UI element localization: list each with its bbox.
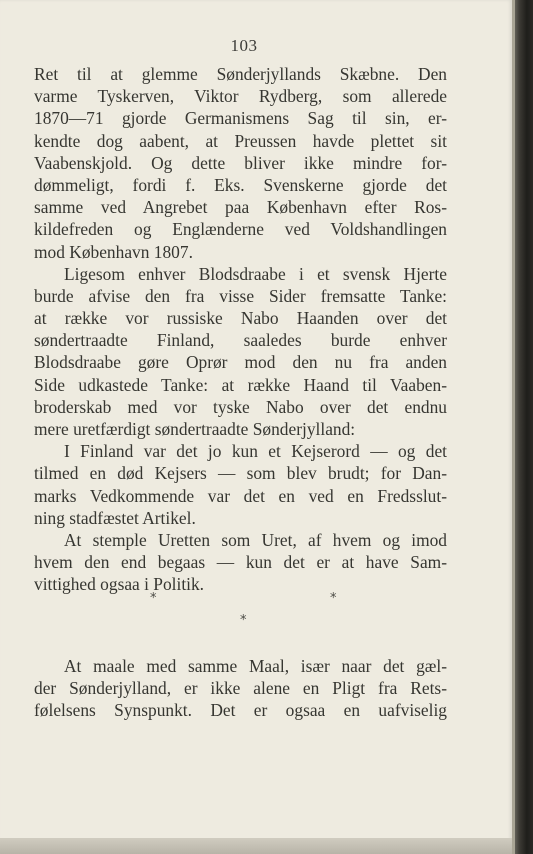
text-line: hvem den end begaas — kun det er at have Sam- bbox=[34, 552, 447, 573]
text-line: burde afvise den fra visse Sider fremsatte Tanke: bbox=[34, 285, 447, 306]
text-line: søndertraadte Finland, saaledes burde enhver bbox=[34, 330, 447, 351]
text-line: vittighed ogsaa i Politik. bbox=[34, 574, 205, 595]
text-line: følelsens Synspunkt. Det er ogsaa en uafviselig bbox=[34, 700, 447, 721]
text-line: I Finland var det jo kun et Kejserord — og det bbox=[64, 441, 447, 462]
section-two-text bbox=[34, 655, 447, 722]
text-line: der Sønderjylland, er ikke alene en Pligt fra Rets- bbox=[34, 678, 447, 699]
text-line: kendte dog aabent, at Preussen havde plettet sit bbox=[34, 130, 447, 151]
text-line: Ret til at glemme Sønderjyllands Skæbne. Den bbox=[34, 64, 447, 84]
text-line: Side udkastede Tanke: at række Haand til Vaaben- bbox=[34, 374, 447, 395]
text-line: dømmeligt, fordi f. Eks. Svenskerne gjorde det bbox=[34, 174, 447, 195]
text-line: at række vor russiske Nabo Haanden over det bbox=[34, 308, 447, 329]
section-separator bbox=[0, 585, 488, 635]
text-line: samme ved Angrebet paa København efter Ros- bbox=[34, 197, 447, 218]
text-line: mod København 1807. bbox=[34, 241, 193, 262]
text-line: Ligesom enhver Blodsdraabe i et svensk Hjerte bbox=[64, 263, 447, 284]
page-fore-edge bbox=[512, 0, 515, 854]
body-text bbox=[34, 63, 447, 596]
text-line: At stemple Uretten som Uret, af hvem og imod bbox=[64, 529, 447, 550]
text-line: kildefreden og Englænderne ved Voldshandlingen bbox=[34, 219, 447, 240]
book-spine bbox=[512, 0, 533, 854]
page-bottom-edge bbox=[0, 838, 512, 854]
text-line: tilmed en død Kejsers — som blev brudt; for Dan- bbox=[34, 463, 447, 484]
text-line: Blodsdraabe gøre Oprør mod den nu fra anden bbox=[34, 352, 447, 373]
separator-star-right: * bbox=[330, 591, 337, 606]
separator-star-center: * bbox=[240, 613, 247, 628]
page-number: 103 bbox=[230, 36, 258, 55]
text-line: ning stadfæstet Artikel. bbox=[34, 507, 196, 528]
text-line: marks Vedkommende var det en ved en Fredsslut- bbox=[34, 485, 447, 506]
text-line: Vaabenskjold. Og dette bliver ikke mindre for- bbox=[34, 152, 447, 173]
text-line: broderskab med vor tyske Nabo over det endnu bbox=[34, 396, 447, 417]
text-line: mere uretfærdigt søndertraadte Sønderjylland: bbox=[34, 419, 356, 439]
text-line: At maale med samme Maal, især naar det gæl- bbox=[64, 656, 447, 676]
text-line: varme Tyskerven, Viktor Rydberg, som allerede bbox=[34, 86, 447, 107]
separator-star-left: * bbox=[150, 591, 157, 606]
text-line: 1870—71 gjorde Germanismens Sag til sin, er- bbox=[34, 108, 447, 129]
